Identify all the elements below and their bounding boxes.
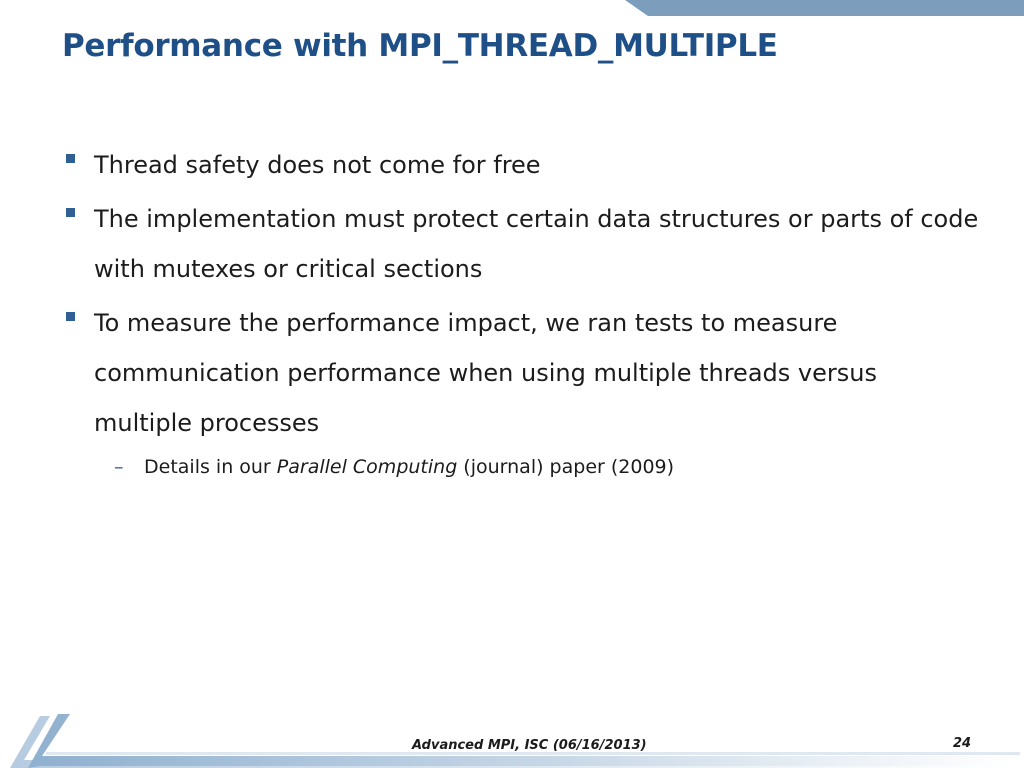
bullet-item xyxy=(62,140,982,190)
sub-bullet-item xyxy=(94,450,982,484)
top-decoration-band xyxy=(0,0,1024,16)
bullet-item xyxy=(62,194,982,294)
dash-bullet-icon: – xyxy=(114,456,124,478)
bullet-text: The implementation must protect certain data structures or parts of code with mutexes or critical sections xyxy=(94,205,979,283)
bullet-item xyxy=(62,298,982,484)
top-band-shape xyxy=(0,0,1024,16)
square-bullet-icon xyxy=(66,312,75,321)
sub-bullet-prefix: Details in our xyxy=(144,456,277,478)
square-bullet-icon xyxy=(66,154,75,163)
sub-bullet-suffix: (journal) paper (2009) xyxy=(457,456,675,478)
sub-bullet-emphasis: Parallel Computing xyxy=(276,456,458,478)
square-bullet-icon xyxy=(66,208,75,217)
bullet-text: Thread safety does not come for free xyxy=(94,151,541,179)
footer-text: Advanced MPI, ISC (06/16/2013) xyxy=(412,738,647,753)
bullet-list xyxy=(62,140,982,488)
bullet-text: To measure the performance impact, we ran tests to measure communication performance when using multiple threads versus multiple processes xyxy=(94,309,877,437)
page-number: 24 xyxy=(953,736,972,751)
slide-title: Performance with MPI_THREAD_MULTIPLE xyxy=(62,28,778,64)
